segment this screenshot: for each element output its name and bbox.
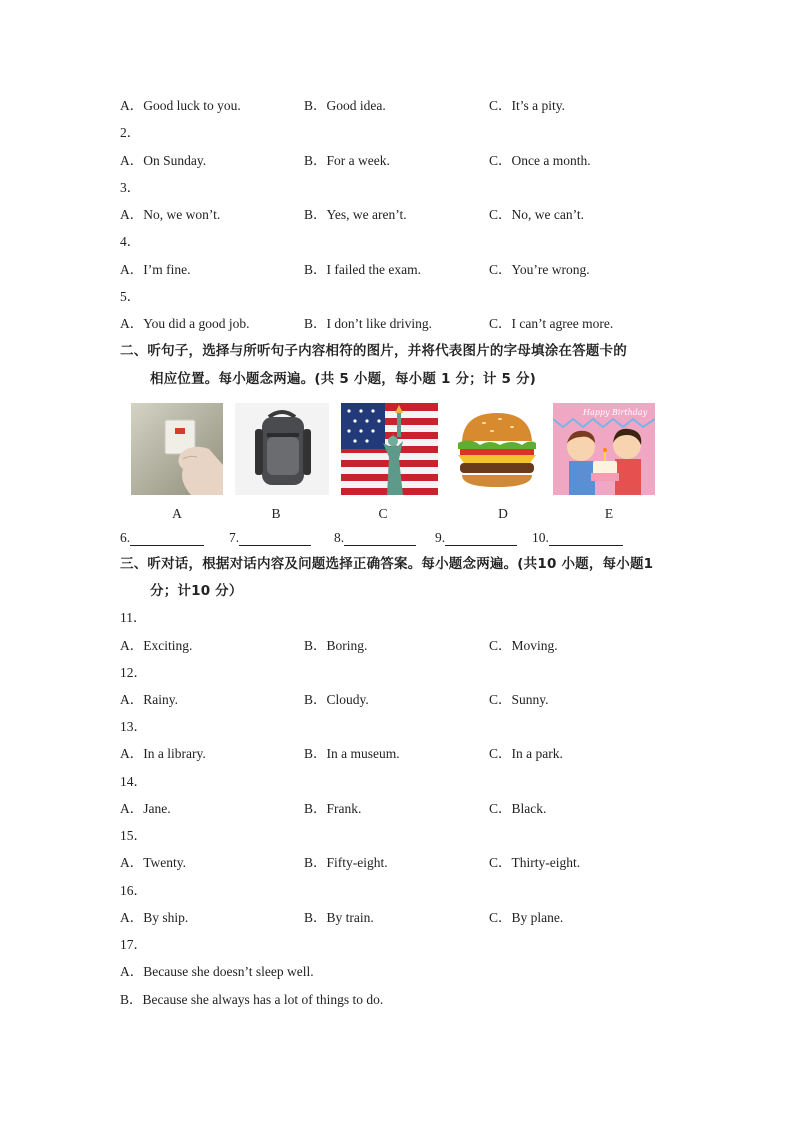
q15-number: 15．	[120, 828, 147, 843]
q2-option-a: A．On Sunday.	[120, 153, 207, 168]
q3-option-b: B．Yes, we aren’t.	[304, 207, 407, 222]
q15-option-b: B．Fifty-eight.	[304, 855, 388, 870]
q17-number: 17．	[120, 937, 147, 952]
q13-number: 13．	[120, 719, 147, 734]
q16-number: 16．	[120, 883, 147, 898]
q5-option-b: B．I don’t like driving.	[304, 316, 432, 331]
q2-option-b: B．For a week.	[304, 153, 390, 168]
q11-option-a: A．Exciting.	[120, 638, 193, 653]
q14-option-c: C．Black.	[489, 801, 547, 816]
q12-option-a: A．Rainy.	[120, 692, 178, 707]
picture-label-e: E	[604, 506, 614, 521]
q15-option-c: C．Thirty-eight.	[489, 855, 581, 870]
section3-heading-cont: 分；计10 分）	[150, 583, 243, 599]
q16-option-c: C．By plane.	[489, 910, 564, 925]
q4-option-c: C．You’re wrong.	[489, 262, 590, 277]
q3-option-c: C．No, we can’t.	[489, 207, 584, 222]
q17-option-a: A．Because she doesn’t sleep well.	[120, 964, 314, 979]
q17-option-b: B．Because she always has a lot of things to do.	[120, 992, 384, 1007]
blank-number: 10.	[532, 530, 549, 545]
q16-option-b: B．By train.	[304, 910, 374, 925]
q12-option-c: C．Sunny.	[489, 692, 549, 707]
backpack-image	[235, 403, 329, 495]
picture-label-b: B	[271, 506, 281, 521]
blank-number: 9.	[435, 530, 446, 545]
birthday-party-image	[553, 403, 655, 495]
section3-heading: 三、听对话，根据对话内容及问题选择正确答案。每小题念两遍。(共10 小题，每小题1	[120, 556, 654, 572]
blank-line	[130, 531, 204, 546]
hamburger-image	[450, 403, 544, 495]
blank-number: 7.	[229, 530, 240, 545]
blank-line	[239, 531, 311, 546]
q11-option-b: B．Boring.	[304, 638, 368, 653]
q2-number: 2．	[120, 125, 141, 140]
q1-option-c: C．It’s a pity.	[489, 98, 565, 113]
q5-option-a: A．You did a good job.	[120, 316, 250, 331]
picture-label-d: D	[498, 506, 508, 521]
q14-option-b: B．Frank.	[304, 801, 362, 816]
q4-option-a: A．I’m fine.	[120, 262, 191, 277]
q4-number: 4．	[120, 234, 141, 249]
picture-label-c: C	[378, 506, 388, 521]
answer-blank-7[interactable]	[229, 530, 311, 546]
answer-blank-9[interactable]	[435, 530, 517, 546]
answer-blank-10[interactable]	[532, 530, 623, 546]
q12-number: 12．	[120, 665, 147, 680]
q5-number: 5．	[120, 289, 141, 304]
q1-option-b: B．Good idea.	[304, 98, 386, 113]
blank-line	[445, 531, 517, 546]
light-switch-image	[131, 403, 223, 495]
q15-option-a: A．Twenty.	[120, 855, 187, 870]
q2-option-c: C．Once a month.	[489, 153, 591, 168]
q4-option-b: B．I failed the exam.	[304, 262, 421, 277]
section2-heading-cont: 相应位置。每小题念两遍。(共 5 小题，每小题 1 分；计 5 分)	[150, 371, 537, 387]
q13-option-a: A．In a library.	[120, 746, 206, 761]
answer-blank-8[interactable]	[334, 530, 416, 546]
blank-line	[549, 531, 623, 546]
q12-option-b: B．Cloudy.	[304, 692, 369, 707]
q1-option-a: A．Good luck to you.	[120, 98, 241, 113]
q11-option-c: C．Moving.	[489, 638, 558, 653]
q16-option-a: A．By ship.	[120, 910, 189, 925]
q3-option-a: A．No, we won’t.	[120, 207, 221, 222]
q14-option-a: A．Jane.	[120, 801, 171, 816]
q13-option-b: B．In a museum.	[304, 746, 400, 761]
blank-line	[344, 531, 416, 546]
q13-option-c: C．In a park.	[489, 746, 563, 761]
q5-option-c: C．I can’t agree more.	[489, 316, 614, 331]
q11-number: 11．	[120, 610, 147, 625]
statue-of-liberty-flag-image	[341, 403, 438, 495]
blank-number: 8.	[334, 530, 345, 545]
birthday-banner-text: Happy Birthday	[583, 408, 648, 417]
blank-number: 6.	[120, 530, 131, 545]
q3-number: 3．	[120, 180, 141, 195]
q14-number: 14．	[120, 774, 147, 789]
answer-blank-6[interactable]	[120, 530, 204, 546]
section2-heading: 二、听句子，选择与所听句子内容相符的图片，并将代表图片的字母填涂在答题卡的	[120, 343, 627, 359]
picture-label-a: A	[172, 506, 182, 521]
